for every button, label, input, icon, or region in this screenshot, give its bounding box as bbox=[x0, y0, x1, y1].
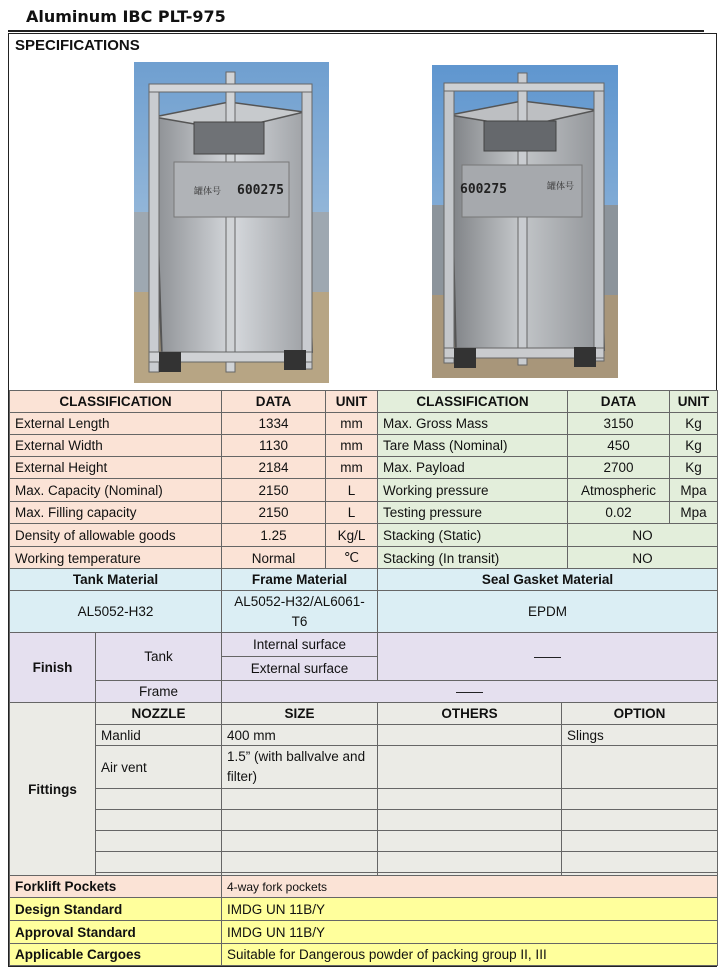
spec-unit: Kg bbox=[670, 457, 718, 479]
header-classification: CLASSIFICATION bbox=[10, 391, 222, 413]
approval-standard-label: Approval Standard bbox=[10, 921, 222, 944]
spec-name: Stacking (In transit) bbox=[378, 547, 568, 570]
spec-value: 2700 bbox=[568, 457, 670, 479]
size-cell: 1.5” (with ballvalve and filter) bbox=[222, 746, 378, 789]
nozzle-cell: Air vent bbox=[96, 746, 222, 789]
table-row bbox=[10, 898, 718, 921]
spec-name: Max. Capacity (Nominal) bbox=[10, 479, 222, 502]
header-data: DATA bbox=[222, 391, 326, 413]
spec-name: Max. Gross Mass bbox=[378, 413, 568, 435]
table-row bbox=[10, 457, 718, 479]
frame-material-value: AL5052-H32/AL6061-T6 bbox=[222, 591, 378, 633]
table-row bbox=[10, 789, 718, 810]
spec-unit: Kg bbox=[670, 413, 718, 435]
option-cell bbox=[562, 746, 718, 789]
spec-name: Stacking (Static) bbox=[378, 524, 568, 547]
table-row bbox=[10, 921, 718, 944]
document-title: Aluminum IBC PLT-975 bbox=[26, 7, 226, 26]
spec-unit: Mpa bbox=[670, 502, 718, 524]
spec-unit: mm bbox=[326, 435, 378, 457]
spec-unit: ℃ bbox=[326, 547, 378, 570]
external-surface-label: External surface bbox=[222, 657, 378, 681]
finish-label: Finish bbox=[10, 633, 96, 703]
size-cell: 400 mm bbox=[222, 725, 378, 746]
tank-material-value: AL5052-H32 bbox=[10, 591, 222, 633]
spec-name: Max. Payload bbox=[378, 457, 568, 479]
ibc-photo-side bbox=[432, 65, 618, 378]
spec-unit: mm bbox=[326, 413, 378, 435]
applicable-cargoes-label: Applicable Cargoes bbox=[10, 944, 222, 966]
spec-value: Normal bbox=[222, 547, 326, 570]
design-standard-label: Design Standard bbox=[10, 898, 222, 921]
table-row bbox=[10, 810, 718, 831]
header-classification: CLASSIFICATION bbox=[378, 391, 568, 413]
option-header: OPTION bbox=[562, 703, 718, 725]
spec-value: Atmospheric bbox=[568, 479, 670, 502]
spec-value: 2184 bbox=[222, 457, 326, 479]
photo-caption-mark: 罐体号 bbox=[547, 182, 575, 192]
spec-name: Working temperature bbox=[10, 547, 222, 570]
option-cell: Slings bbox=[562, 725, 718, 746]
title-rule bbox=[8, 30, 704, 32]
internal-surface-label: Internal surface bbox=[222, 633, 378, 657]
nozzle-cell: Manlid bbox=[96, 725, 222, 746]
spec-name: Working pressure bbox=[378, 479, 568, 502]
table-row bbox=[10, 944, 718, 966]
applicable-cargoes-value: Suitable for Dangerous powder of packing group II, III bbox=[222, 944, 718, 966]
table-row bbox=[10, 876, 718, 898]
gasket-material-header: Seal Gasket Material bbox=[378, 569, 718, 591]
finish-row bbox=[10, 681, 718, 703]
spec-value: 3150 bbox=[568, 413, 670, 435]
spec-value: 2150 bbox=[222, 479, 326, 502]
finish-tank-label: Tank bbox=[96, 633, 222, 681]
approval-standard-value: IMDG UN 11B/Y bbox=[222, 921, 718, 944]
finish-tank-value: —— bbox=[378, 633, 718, 681]
ibc-photo-front bbox=[134, 62, 329, 383]
photo-caption-mark: 罐体号 bbox=[194, 187, 222, 197]
table-header-row bbox=[10, 391, 718, 413]
finish-row bbox=[10, 633, 718, 657]
table-row bbox=[10, 502, 718, 524]
frame-material-header: Frame Material bbox=[222, 569, 378, 591]
size-header: SIZE bbox=[222, 703, 378, 725]
spec-value: 450 bbox=[568, 435, 670, 457]
photo-number-label: 600275 bbox=[460, 182, 507, 197]
header-data: DATA bbox=[568, 391, 670, 413]
others-header: OTHERS bbox=[378, 703, 562, 725]
spec-value: NO bbox=[568, 547, 718, 570]
spec-unit: L bbox=[326, 502, 378, 524]
finish-frame-label: Frame bbox=[96, 681, 222, 703]
spec-name: Tare Mass (Nominal) bbox=[378, 435, 568, 457]
nozzle-header: NOZZLE bbox=[96, 703, 222, 725]
spec-value: 2150 bbox=[222, 502, 326, 524]
table-row bbox=[10, 746, 718, 789]
spec-name: Testing pressure bbox=[378, 502, 568, 524]
table-row bbox=[10, 479, 718, 502]
design-standard-value: IMDG UN 11B/Y bbox=[222, 898, 718, 921]
specifications-table bbox=[9, 390, 718, 570]
spec-unit: Kg bbox=[670, 435, 718, 457]
forklift-pockets-value: 4-way fork pockets bbox=[222, 876, 718, 898]
gasket-material-value: EPDM bbox=[378, 591, 718, 633]
spec-name: External Width bbox=[10, 435, 222, 457]
fittings-label: Fittings bbox=[10, 703, 96, 876]
finish-frame-value: —— bbox=[222, 681, 718, 703]
spec-value: 1130 bbox=[222, 435, 326, 457]
header-unit: UNIT bbox=[670, 391, 718, 413]
spec-name: External Height bbox=[10, 457, 222, 479]
table-row bbox=[10, 547, 718, 570]
spec-unit: L bbox=[326, 479, 378, 502]
forklift-pockets-label: Forklift Pockets bbox=[10, 876, 222, 898]
table-row bbox=[10, 831, 718, 852]
spec-value: 0.02 bbox=[568, 502, 670, 524]
fittings-header-row bbox=[10, 703, 718, 725]
spec-value: 1334 bbox=[222, 413, 326, 435]
header-unit: UNIT bbox=[326, 391, 378, 413]
table-row bbox=[10, 435, 718, 457]
materials-table bbox=[9, 568, 718, 966]
spec-name: External Length bbox=[10, 413, 222, 435]
others-cell bbox=[378, 746, 562, 789]
table-row bbox=[10, 725, 718, 746]
spec-name: Max. Filling capacity bbox=[10, 502, 222, 524]
table-row bbox=[10, 524, 718, 547]
materials-value-row bbox=[10, 591, 718, 633]
spec-unit: mm bbox=[326, 457, 378, 479]
spec-value: NO bbox=[568, 524, 718, 547]
spec-unit: Mpa bbox=[670, 479, 718, 502]
table-row bbox=[10, 852, 718, 873]
materials-header-row bbox=[10, 569, 718, 591]
spec-name: Density of allowable goods bbox=[10, 524, 222, 547]
table-row bbox=[10, 413, 718, 435]
others-cell bbox=[378, 725, 562, 746]
spec-value: 1.25 bbox=[222, 524, 326, 547]
photo-number-label: 600275 bbox=[237, 183, 284, 198]
spec-unit: Kg/L bbox=[326, 524, 378, 547]
section-heading: SPECIFICATIONS bbox=[15, 37, 140, 54]
tank-material-header: Tank Material bbox=[10, 569, 222, 591]
